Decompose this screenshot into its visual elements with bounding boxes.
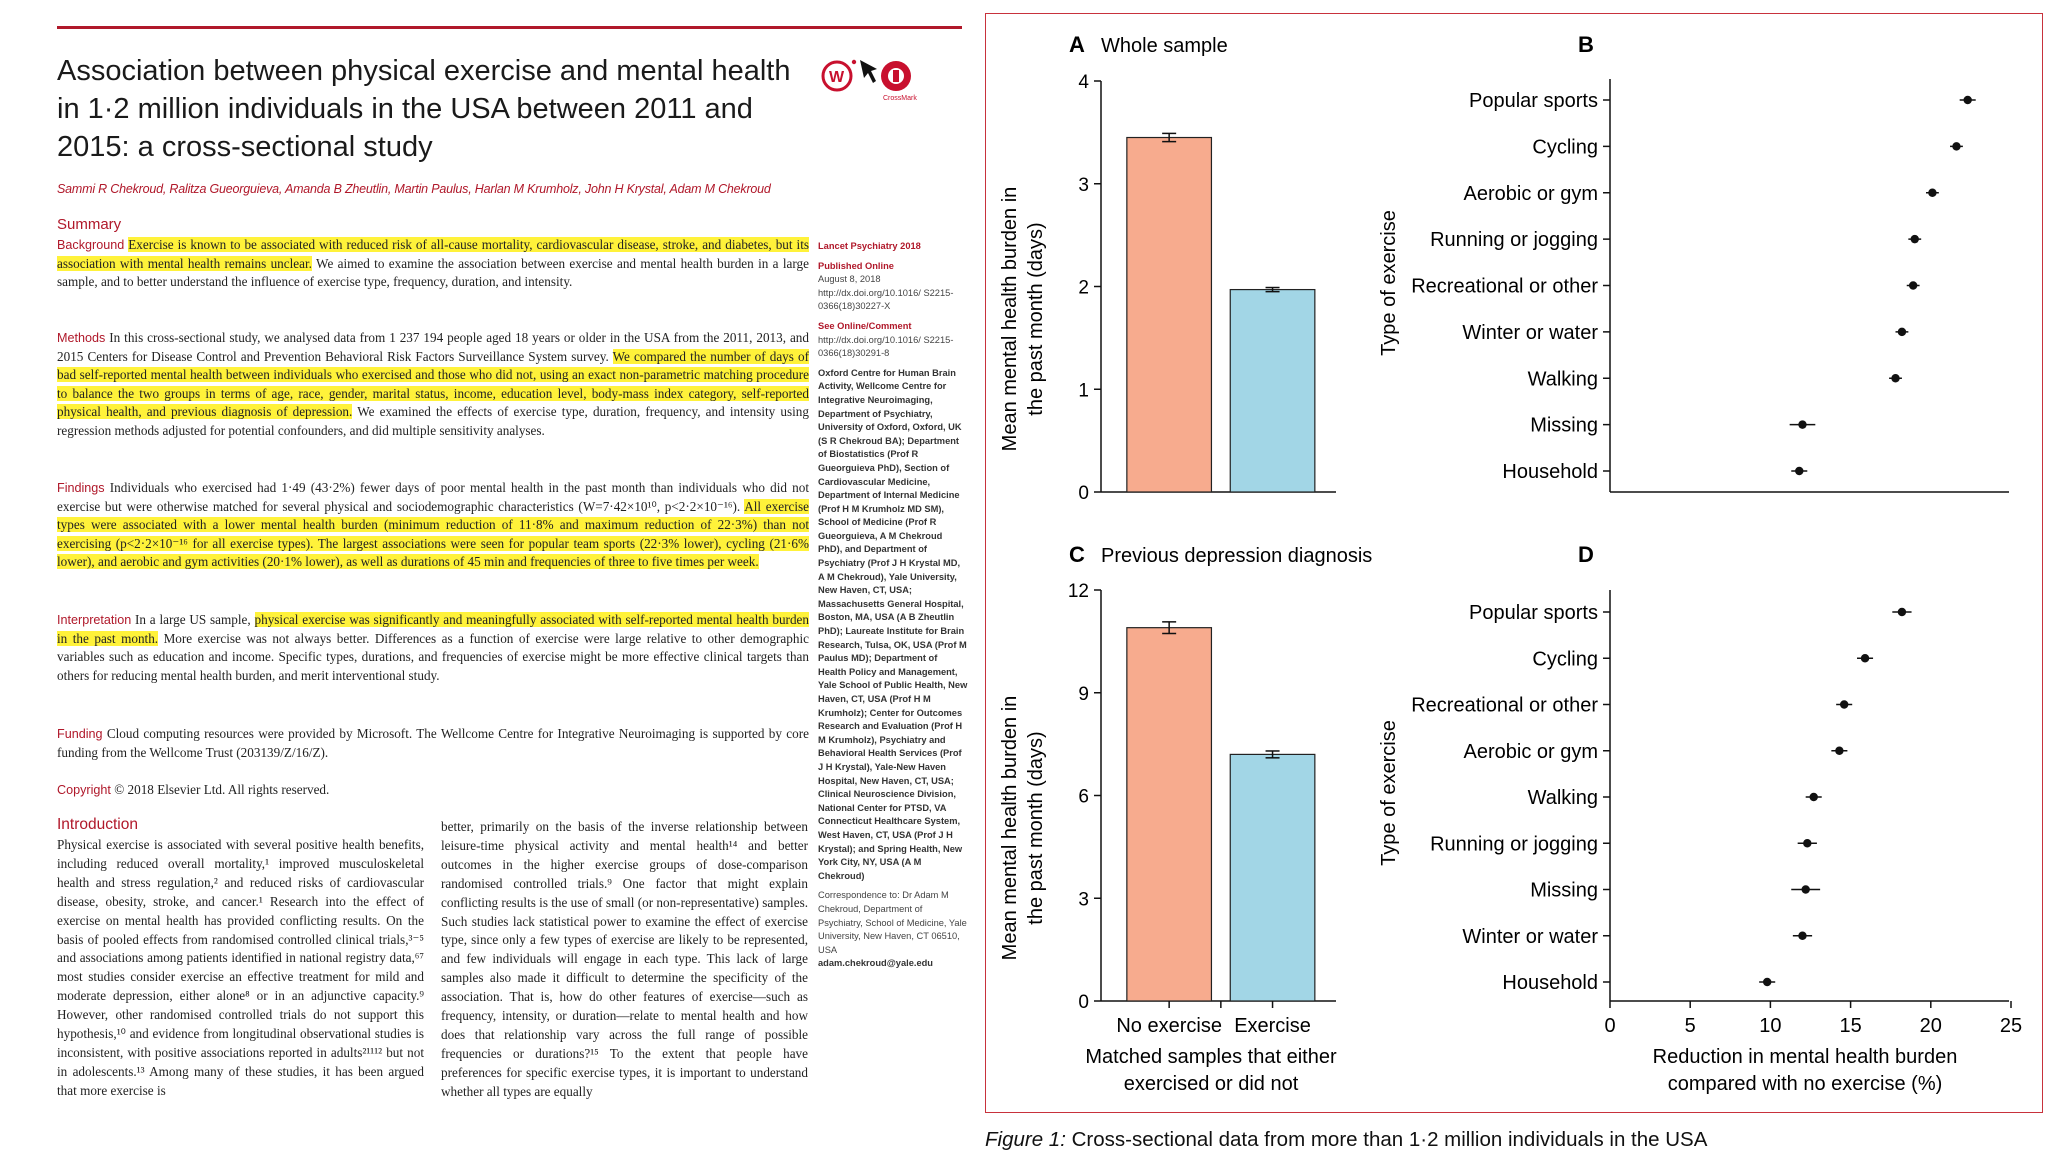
abstract-findings: Findings Individuals who exercised had 1·49 (43·2%) fewer days of poor mental health in the past month than individuals who did not exercise but were otherwise matched for several physical and sociodemographic characteristics (W=7·42×10¹⁰, p<2·2×10⁻¹⁶). All exercise types were associated with a lower mental health burden (minimum reduction of 11·8% and maximum reduction of 22·3%) than not exercising (p<2·2×10⁻¹⁶ for all exercise types). The largest associations were seen for popular team sports (22·3% lower), cycling (21·6% lower), and aerobic and gym activities (20·1% lower), as well as durations of 45 min and frequencies of three to five times per week. bbox=[57, 480, 809, 570]
category-label: Recreational or other bbox=[1411, 694, 1598, 717]
point-aerobic-or-gym bbox=[1835, 747, 1843, 755]
point-cycling bbox=[1952, 142, 1960, 150]
highlighted-text: We compared the number of days of bad self-reported mental health between individuals who exercised and those who did not, using an exact non-parametric matching procedure to balance the two groups in terms of age, race, gender, marital status, income, education level, body-mass index category, self-reported physical health, and previous diagnosis of depression. bbox=[57, 348, 809, 420]
y-tick-label: 0 bbox=[1078, 483, 1089, 504]
category-label: Recreational or other bbox=[1411, 275, 1598, 298]
logo-group bbox=[820, 56, 920, 102]
intro-column-1: Physical exercise is associated with several positive health benefits, including reduced overall mortality,¹ improved musculoskeletal health and stress regulation,² and reduced risks of cardiovascular disease, obesity, stroke, and cancer.¹ Research into the effect of exercise on mental health has provided conflicting results. On the basis of pooled effects from randomised controlled clinical trials,³⁻⁵ and associations among patients identified in national registry data,⁶⁷ most studies consider exercise an effective treatment for mild and moderate depression, either alone⁸ or in an adjunctive capacity.⁹ However, other randomised controlled trials do not support this hypothesis,¹⁰ and evidence from longitudinal observational studies is inconsistent, with positive associations reported in adults²¹¹¹² but not in adolescents.¹³ Among many of these studies, it has been argued that more exercise is bbox=[57, 837, 424, 1098]
point-popular-sports bbox=[1898, 608, 1906, 616]
point-household bbox=[1795, 467, 1803, 475]
bar-exercise bbox=[1230, 754, 1315, 1001]
category-label: Running or jogging bbox=[1430, 833, 1598, 856]
y-tick-label: 2 bbox=[1078, 277, 1089, 299]
abstract-background: Background Exercise is known to be associated with reduced risk of all-cause mortality, cardiovascular disease, stroke, and diabetes, but its association with mental health remains unclear. We aimed to examine the association between exercise and mental health burden in a large sample, and to better understand the influence of exercise type, frequency, duration, and intensity. bbox=[57, 237, 809, 290]
xlabel-groups-1: Matched samples that either bbox=[1085, 1046, 1337, 1068]
point-running-or-jogging bbox=[1803, 839, 1811, 847]
x-tick-label: 0 bbox=[1604, 1015, 1616, 1037]
bar-no-exercise bbox=[1127, 138, 1212, 492]
point-cycling bbox=[1861, 654, 1869, 662]
panel-a-chart bbox=[1078, 72, 1336, 504]
ylabel-days-bottom bbox=[999, 696, 1047, 961]
point-winter-or-water bbox=[1798, 932, 1806, 940]
affiliations: Oxford Centre for Human Brain Activity, Wellcome Centre for Integrative Neuroimaging, Department of Psychiatry, University of Oxford, Oxford, UK (S R Chekroud BA); Department of Biostatistics (Prof R Gueorguieva PhD), Section of Cardiovascular Medicine, Department of Internal Medicine (Prof H M Krumholz MD SM), School of Medicine (Prof R Gueorguieva, A M Chekroud PhD), and Department of Psychiatry (Prof J H Krystal MD, A M Chekroud), Yale University, New Haven, CT, USA; Massachusetts General Hospital, Boston, MA, USA (A B Zheutlin PhD); Laureate Institute for Brain Research, Tulsa, OK, USA (Prof M Paulus MD); Department of Health Policy and Management, Yale School of Public Health, New Haven, CT, USA (Prof H M Krumholz); Center for Outcomes Research and Evaluation (Prof H M Krumholz), Psychiatry and Behavioral Health Services (Prof J H Krystal), Yale-New Haven Hospital, New Haven, CT, USA; Clinical Neuroscience Division, National Center for PTSD, VA Connecticut Healthcare System, West Haven, CT, USA (Prof J H Krystal); and Spring Health, New York City, NY, USA (A M Chekroud) bbox=[818, 367, 968, 881]
category-label: Aerobic or gym bbox=[1463, 740, 1598, 763]
y-tick-label: 0 bbox=[1078, 992, 1089, 1013]
background-label: Background bbox=[57, 238, 125, 252]
xlabel-reduction-2: compared with no exercise (%) bbox=[1667, 1073, 1943, 1095]
category-label: Cycling bbox=[1532, 136, 1598, 159]
introduction-heading: Introduction bbox=[57, 816, 138, 833]
panel-label-a: A bbox=[1069, 32, 1085, 57]
y-tick-label: 12 bbox=[1067, 581, 1089, 602]
highlighted-text: physical exercise was significantly and meaningfully associated with self-reported mental health burden in the past month. bbox=[57, 612, 809, 646]
abstract-interpretation: Interpretation In a large US sample, physical exercise was significantly and meaningfully associated with self-reported mental health burden in the past month. More exercise was not always better. Differences as a function of exercise were large relative to other demographic variables such as education and income. Specific types, durations, and frequencies of exercise might be more effective clinical targets than others for reducing mental health burden, and merit interventional study. bbox=[57, 612, 809, 683]
highlighted-text: All exercise types were associated with a lower mental health burden (minimum reduction of 11·8% and maximum reduction of 22·3%) than not exercising (p<2·2×10⁻¹⁶ for all exercise types). The largest associations were seen for popular team sports (22·3% lower), cycling (21·6% lower), and aerobic and gym activities (20·1% lower), as well as durations of 45 min and frequencies of three to five times per week. bbox=[57, 498, 809, 570]
journal-name: Lancet Psychiatry 2018 bbox=[818, 241, 921, 251]
x-tick-label: 10 bbox=[1759, 1015, 1782, 1037]
x-tick-label: 25 bbox=[1999, 1015, 2023, 1037]
caption-text: Cross-sectional data from more than 1·2 million individuals in the USA bbox=[1065, 1128, 1708, 1151]
highlighted-text: Exercise is known to be associated with reduced risk of all-cause mortality, cardiovascular disease, stroke, and diabetes, but its association with mental health remains unclear. bbox=[57, 237, 809, 271]
figure-frame bbox=[985, 13, 2043, 1113]
point-winter-or-water bbox=[1898, 328, 1906, 336]
y-tick-label: 1 bbox=[1078, 380, 1089, 402]
abstract-methods: Methods In this cross-sectional study, we analysed data from 1 237 194 people aged 18 years or older in the USA from the 2011, 2013, and 2015 Centers for Disease Control and Prevention Behavioral Risk Factors Surveillance System survey. We compared the number of days of bad self-reported mental health between individuals who exercised and those who did not, using an exact non-parametric matching procedure to balance the two groups in terms of age, race, gender, marital status, income, education level, body-mass index category, self-reported physical health, and previous diagnosis of depression. We examined the effects of exercise type, duration, frequency, and intensity using regression methods adjusted for potential confounders, and did multiple sensitivity analyses. bbox=[57, 330, 809, 438]
caption-label: Figure 1: bbox=[985, 1128, 1066, 1151]
email-link[interactable]: adam.chekroud@yale.edu bbox=[818, 958, 933, 969]
ylabel-days-top bbox=[999, 187, 1047, 452]
abstract-funding: Funding Cloud computing resources were provided by Microsoft. The Wellcome Centre for Integrative Neuroimaging is supported by core funding from the Wellcome Trust (203139/Z/16/Z). bbox=[57, 726, 809, 760]
xlabel-groups-2: exercised or did not bbox=[1123, 1073, 1299, 1095]
category-label: Popular sports bbox=[1469, 602, 1598, 624]
x-tick-label: 20 bbox=[1919, 1015, 1942, 1037]
bar-no-exercise bbox=[1127, 628, 1212, 1001]
svg-text:the past month (days): the past month (days) bbox=[1025, 731, 1047, 925]
funding-label: Funding bbox=[57, 727, 103, 741]
y-tick-label: 3 bbox=[1078, 174, 1089, 196]
point-missing bbox=[1801, 885, 1809, 893]
category-label: Household bbox=[1502, 461, 1598, 483]
point-walking bbox=[1810, 793, 1818, 801]
top-rule bbox=[57, 26, 962, 29]
figure-canvas bbox=[986, 14, 2041, 1111]
x-tick-label: No exercise bbox=[1116, 1015, 1222, 1037]
figure-caption bbox=[985, 1128, 1707, 1152]
point-missing bbox=[1798, 420, 1806, 428]
category-label: Winter or water bbox=[1462, 925, 1598, 948]
y-tick-label: 9 bbox=[1078, 683, 1089, 705]
panel-label-d: D bbox=[1578, 542, 1594, 567]
svg-text:W: W bbox=[829, 69, 845, 86]
correspondence: Correspondence to: Dr Adam M Chekroud, Department of Psychiatry, School of Medicine, Yale University, New Haven, CT 06510, USA bbox=[818, 890, 967, 955]
point-aerobic-or-gym bbox=[1928, 189, 1936, 197]
abstract-copyright: Copyright © 2018 Elsevier Ltd. All rights reserved. bbox=[57, 782, 330, 797]
y-tick-label: 4 bbox=[1078, 72, 1089, 93]
see-also-label: See Online/Comment bbox=[818, 320, 912, 331]
category-label: Walking bbox=[1527, 787, 1598, 809]
category-label: Missing bbox=[1530, 879, 1598, 902]
category-label: Running or jogging bbox=[1430, 229, 1598, 252]
ylabel-type-bottom: Type of exercise bbox=[1378, 720, 1400, 866]
published-label: Published Online bbox=[818, 260, 894, 271]
copyright-label: Copyright bbox=[57, 783, 111, 797]
panel-c-chart bbox=[1068, 581, 1336, 1037]
point-recreational-or-other bbox=[1840, 700, 1848, 708]
panel-label-c: C bbox=[1069, 542, 1085, 567]
paper-page bbox=[0, 0, 985, 1163]
crossmark-icon bbox=[820, 56, 920, 102]
svg-text:Mean mental health burden in: Mean mental health burden in bbox=[999, 695, 1021, 961]
point-household bbox=[1763, 978, 1771, 986]
sidebar-notes bbox=[818, 240, 968, 971]
svg-text:the past month (days): the past month (days) bbox=[1025, 222, 1047, 416]
category-label: Walking bbox=[1527, 368, 1598, 391]
author-list: Sammi R Chekroud, Ralitza Gueorguieva, Amanda B Zheutlin, Martin Paulus, Harlan M Krumholz, John H Krystal, Adam M Chekroud bbox=[57, 182, 771, 196]
category-label: Household bbox=[1502, 972, 1598, 994]
panel-b-chart bbox=[1411, 79, 2009, 492]
panel-c-title: Previous depression diagnosis bbox=[1101, 545, 1373, 567]
y-tick-label: 6 bbox=[1078, 786, 1089, 808]
xlabel-reduction-1: Reduction in mental health burden bbox=[1652, 1046, 1958, 1068]
see-also-link[interactable]: http://dx.doi.org/10.1016/ S2215-0366(18)30291-8 bbox=[818, 334, 954, 359]
point-running-or-jogging bbox=[1911, 235, 1919, 243]
category-label: Popular sports bbox=[1469, 90, 1598, 112]
x-tick-label: 5 bbox=[1684, 1015, 1696, 1037]
bar-exercise bbox=[1230, 290, 1315, 492]
x-tick-label: 15 bbox=[1839, 1015, 1862, 1037]
summary-heading: Summary bbox=[57, 216, 122, 233]
panel-a-title: Whole sample bbox=[1101, 35, 1228, 57]
category-label: Winter or water bbox=[1462, 321, 1598, 344]
paper-title: Association between physical exercise and mental health in 1·2 million individuals in the USA between 2011 and 2015: a cross-sectional study bbox=[57, 55, 791, 163]
svg-text:Mean mental health burden in: Mean mental health burden in bbox=[999, 186, 1021, 452]
point-walking bbox=[1891, 374, 1899, 382]
panel-d-chart bbox=[1411, 590, 2022, 1037]
category-label: Missing bbox=[1530, 414, 1598, 437]
y-tick-label: 3 bbox=[1078, 889, 1089, 911]
svg-text:CrossMark: CrossMark bbox=[883, 95, 917, 102]
category-label: Aerobic or gym bbox=[1463, 182, 1598, 205]
x-tick-label: Exercise bbox=[1234, 1015, 1311, 1037]
published-info[interactable]: August 8, 2018 http://dx.doi.org/10.1016/ S2215-0366(18)30227-X bbox=[818, 274, 954, 312]
methods-label: Methods bbox=[57, 331, 106, 345]
panel-label-b: B bbox=[1578, 32, 1594, 57]
ylabel-type-top: Type of exercise bbox=[1378, 210, 1400, 356]
point-recreational-or-other bbox=[1909, 281, 1917, 289]
intro-column-2: better, primarily on the basis of the inverse relationship between leisure-time physical activity and mental health¹⁴ and better outcomes in the higher exercise groups of dose-comparison randomised controlled trials.⁹ One factor that might explain conflicting results is the use of small (or non-representative) samples. Such studies lack statistical power to examine the effect of exercise type, since only a few types of exercise are likely to be represented, and few individuals will engage in each type. This lack of large samples also made it difficult to determine the specificity of the association. That is, how do other features of exercise—such as frequency, intensity, or duration—relate to mental health and how does that relationship vary across the full range of possible frequencies or durations?¹⁵ To the extent that people have preferences for specific exercise types, it is important to understand whether all types are equally bbox=[441, 819, 808, 1099]
findings-label: Findings bbox=[57, 481, 105, 495]
interpretation-label: Interpretation bbox=[57, 613, 132, 627]
category-label: Cycling bbox=[1532, 648, 1598, 671]
point-popular-sports bbox=[1963, 96, 1971, 104]
